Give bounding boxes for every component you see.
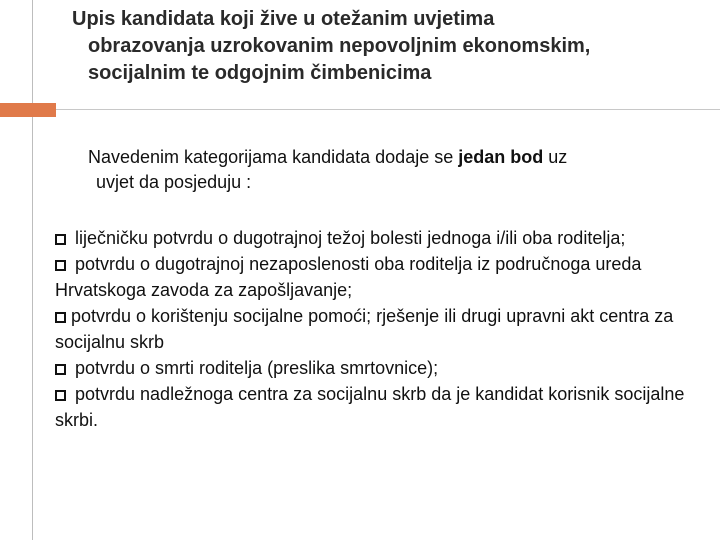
title-divider	[56, 109, 720, 110]
intro-line-2: uvjet da posjeduju :	[96, 172, 252, 192]
list-item-text: potvrdu o smrti roditelja (preslika smrtovnice);	[75, 358, 439, 378]
title-line-1: Upis kandidata koji žive u otežanim uvjetima	[72, 8, 495, 30]
intro-text-start: Navedenim kategorijama kandidata dodaje se	[88, 147, 459, 167]
accent-bar	[0, 103, 56, 117]
list-item	[55, 225, 695, 251]
intro-paragraph	[88, 145, 708, 195]
intro-text-end: uz	[543, 147, 568, 167]
slide-title	[72, 6, 712, 87]
checkbox-icon	[55, 260, 66, 271]
checkbox-icon	[55, 312, 66, 323]
checkbox-icon	[55, 364, 66, 375]
list-item	[55, 251, 695, 303]
list-item-text: potvrdu nadležnoga centra za socijalnu skrb da je kandidat korisnik socijalne skrbi.	[55, 384, 685, 430]
left-vertical-rule	[32, 0, 33, 540]
title-line-3: socijalnim te odgojnim čimbenicima	[88, 62, 432, 84]
intro-bold-text: jedan bod	[458, 147, 544, 167]
list-item-text: liječničku potvrdu o dugotrajnoj težoj bolesti jednoga i/ili oba roditelja;	[75, 228, 626, 248]
requirements-list	[55, 225, 695, 433]
list-item	[55, 355, 695, 381]
intro-line-1	[88, 145, 708, 170]
checkbox-icon	[55, 390, 66, 401]
list-item	[55, 381, 695, 433]
list-item	[55, 303, 695, 355]
list-item-text: potvrdu o korištenju socijalne pomoći; rješenje ili drugi upravni akt centra za socijalnu skrb	[55, 306, 674, 352]
checkbox-icon	[55, 234, 66, 245]
list-item-text: potvrdu o dugotrajnoj nezaposlenosti oba roditelja iz područnoga ureda Hrvatskoga zavoda za zapošljavanje;	[55, 254, 642, 300]
title-line-2: obrazovanja uzrokovanim nepovoljnim ekonomskim,	[88, 35, 591, 57]
